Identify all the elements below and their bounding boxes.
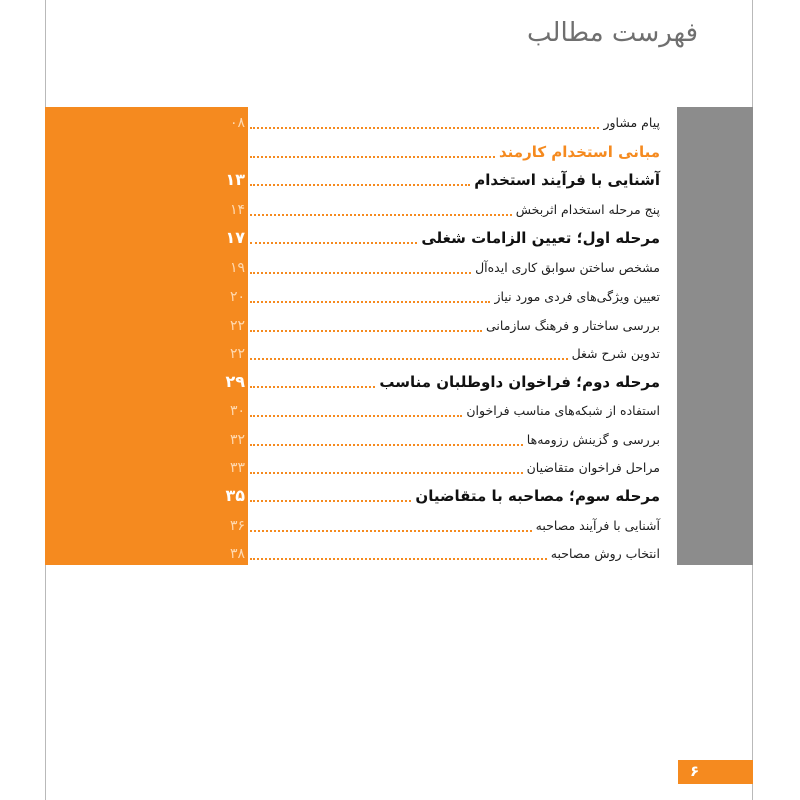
- toc-entry[interactable]: [0, 110, 800, 136]
- toc-entry-page: ۱۷: [225, 228, 245, 247]
- toc-entry-page: ۳۳: [229, 460, 245, 476]
- toc-entry-label: مشخص ساختن سوابق کاری ایده‌آل: [475, 260, 660, 275]
- toc-entry[interactable]: [0, 255, 800, 281]
- toc-entry-label: پیام مشاور: [603, 115, 660, 130]
- toc-entry[interactable]: [0, 398, 800, 424]
- toc-entry-label: بررسی و گزینش رزومه‌ها: [526, 432, 660, 447]
- toc-entry-page: ۳۶: [229, 518, 245, 534]
- toc-leader-dots: [250, 184, 470, 186]
- toc-entry-label: مراحل فراخوان متقاضیان: [526, 460, 660, 475]
- toc-entry-label: مرحله سوم؛ مصاحبه با متقاضیان: [415, 487, 660, 505]
- toc-entry-label: تدوین شرح شغل: [571, 346, 660, 361]
- toc-leader-dots: [250, 156, 495, 158]
- toc-entry[interactable]: [0, 139, 800, 165]
- toc-entry[interactable]: [0, 427, 800, 453]
- toc-entry-page: ۱۹: [229, 260, 245, 276]
- toc-entry-page: ۳۵: [225, 486, 245, 505]
- toc-entry-label: مرحله دوم؛ فراخوان داوطلبان مناسب: [379, 373, 660, 391]
- toc-leader-dots: [250, 272, 471, 274]
- toc-entry-page: ۲۰: [229, 289, 245, 305]
- toc-leader-dots: [250, 214, 512, 216]
- toc-entry-page: ۲۲: [229, 318, 245, 334]
- toc-leader-dots: [250, 358, 568, 360]
- toc-entry[interactable]: [0, 225, 800, 251]
- toc-entry[interactable]: [0, 455, 800, 481]
- toc-leader-dots: [250, 330, 482, 332]
- toc-entry[interactable]: [0, 369, 800, 395]
- toc-entry-page: ۲۲: [229, 346, 245, 362]
- toc-entry-page: ۱۳: [225, 170, 245, 189]
- toc-entry-label: آشنایی با فرآیند استخدام: [474, 171, 660, 189]
- toc-leader-dots: [250, 472, 523, 474]
- toc-entry-page: ۲۹: [225, 372, 245, 391]
- toc-entry-label: انتخاب روش مصاحبه: [550, 546, 660, 561]
- toc-entry-label: مبانی استخدام کارمند: [499, 143, 660, 161]
- toc-entry-page: ۳۰: [229, 403, 245, 419]
- toc-entry-page: ۳۸: [229, 546, 245, 562]
- toc-leader-dots: [250, 444, 523, 446]
- toc-entry-label: آشنایی با فرآیند مصاحبه: [535, 518, 660, 533]
- toc-leader-dots: [250, 127, 599, 129]
- toc-entry[interactable]: [0, 341, 800, 367]
- toc-leader-dots: [250, 301, 490, 303]
- page-title: فهرست مطالب: [527, 18, 698, 48]
- toc-entry-page: ۳۲: [229, 432, 245, 448]
- toc-entry-page: ۱۴: [229, 202, 245, 218]
- toc-entry[interactable]: [0, 313, 800, 339]
- toc-leader-dots: [250, 500, 411, 502]
- toc-leader-dots: [250, 386, 375, 388]
- toc-entry[interactable]: [0, 167, 800, 193]
- toc-leader-dots: [250, 415, 462, 417]
- toc-entry-label: بررسی ساختار و فرهنگ سازمانی: [485, 318, 660, 333]
- toc-leader-dots: [250, 530, 532, 532]
- toc-leader-dots: [250, 558, 547, 560]
- footer-page-number: ۶: [690, 762, 700, 780]
- toc-entry[interactable]: [0, 541, 800, 567]
- toc-entry-label: مرحله اول؛ تعیین الزامات شغلی: [421, 229, 660, 247]
- toc-entry[interactable]: [0, 483, 800, 509]
- toc-entry[interactable]: [0, 513, 800, 539]
- toc-leader-dots: [250, 242, 417, 244]
- toc-entry[interactable]: [0, 197, 800, 223]
- toc-entry-label: استفاده از شبکه‌های مناسب فراخوان: [466, 403, 660, 418]
- toc-entry-page: ۰۸: [229, 115, 245, 131]
- toc-entry-label: پنج مرحله استخدام اثربخش: [515, 202, 660, 217]
- toc-entry-label: تعیین ویژگی‌های فردی مورد نیاز: [494, 289, 660, 304]
- toc-entry[interactable]: [0, 284, 800, 310]
